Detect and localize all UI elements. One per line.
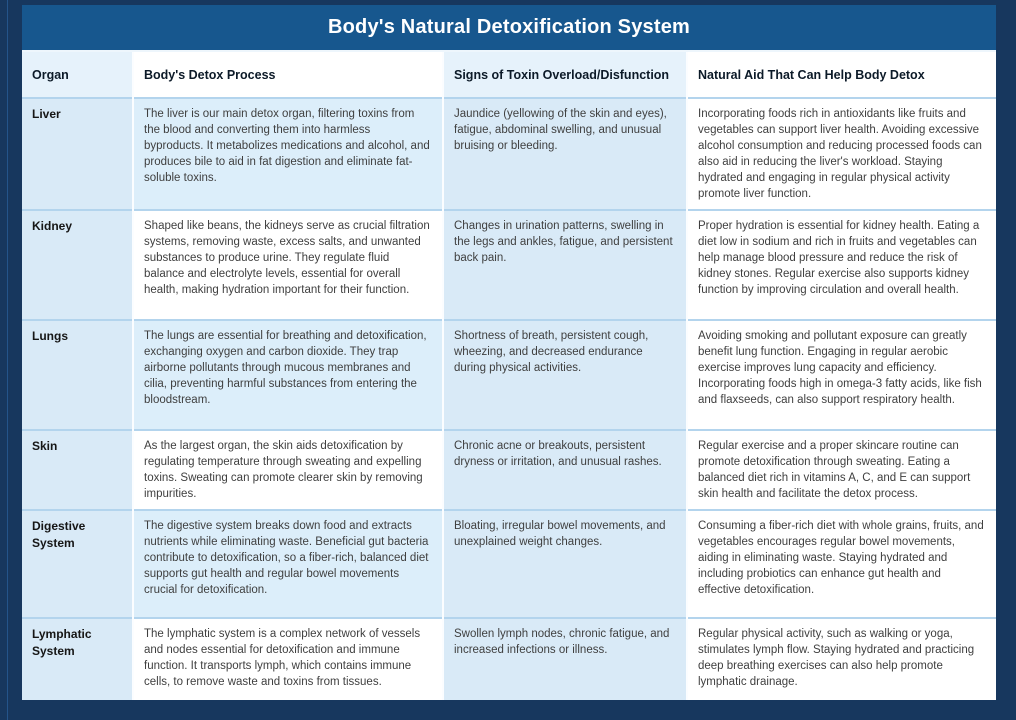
aid-cell: Incorporating foods rich in antioxidants like fruits and vegetables can support liver health. Avoiding excessive alcohol consumption and reducing processed foods can also aid in reducing the liver's workload. Staying hydrated and engaging in regular physical activity promote liver function. (687, 98, 996, 210)
aid-cell: Avoiding smoking and pollutant exposure can greatly benefit lung function. Engaging in regular aerobic exercise improves lung capacity and efficiency. Incorporating foods high in omega-3 fatty acids, like fish and flaxseeds, can also support respiratory health. (687, 320, 996, 430)
signs-cell: Changes in urination patterns, swelling in the legs and ankles, fatigue, and persistent back pain. (443, 210, 687, 320)
table-row-liver (22, 98, 996, 210)
table-row-lymphatic-system (22, 618, 996, 700)
signs-cell: Shortness of breath, persistent cough, wheezing, and decreased endurance during physical activities. (443, 320, 687, 430)
process-cell: The lungs are essential for breathing and detoxification, exchanging oxygen and carbon dioxide. They trap airborne pollutants through mucous membranes and cilia, preventing harmful substances from entering the bloodstream. (133, 320, 443, 430)
process-cell: The liver is our main detox organ, filtering toxins from the blood and converting them into harmless byproducts. It metabolizes medications and alcohol, and produces bile to aid in fat digestion and eliminate fat-soluble toxins. (133, 98, 443, 210)
aid-cell: Regular exercise and a proper skincare routine can promote detoxification through sweating. Eating a balanced diet rich in vitamins A, C, and E can support skin health and facilitate the detox process. (687, 430, 996, 510)
column-header-signs: Signs of Toxin Overload/Disfunction (443, 51, 687, 98)
organ-cell: Skin (22, 430, 133, 510)
column-header-process: Body's Detox Process (133, 51, 443, 98)
organ-cell: Kidney (22, 210, 133, 320)
organ-cell: Lungs (22, 320, 133, 430)
aid-cell: Regular physical activity, such as walking or yoga, stimulates lymph flow. Staying hydrated and practicing deep breathing exercises can also help promote lymphatic drainage. (687, 618, 996, 700)
organ-cell: Liver (22, 98, 133, 210)
column-header-aid: Natural Aid That Can Help Body Detox (687, 51, 996, 98)
process-cell: As the largest organ, the skin aids detoxification by regulating temperature through sweating and expelling toxins. Sweating can promote clearer skin by removing impurities. (133, 430, 443, 510)
table-row-skin (22, 430, 996, 510)
left-border-accent-line (7, 0, 8, 720)
organ-cell: Digestive System (22, 510, 133, 618)
process-cell: Shaped like beans, the kidneys serve as crucial filtration systems, removing waste, excess salts, and unwanted substances to produce urine. They regulate fluid balance and electrolyte levels, essential for overall health, making hydration important for their function. (133, 210, 443, 320)
table-row-digestive-system (22, 510, 996, 618)
signs-cell: Chronic acne or breakouts, persistent dryness or irritation, and unusual rashes. (443, 430, 687, 510)
organ-cell: Lymphatic System (22, 618, 133, 700)
detox-table-frame (22, 5, 996, 700)
aid-cell: Consuming a fiber-rich diet with whole grains, fruits, and vegetables encourages regular bowel movements, aiding in eliminating waste. Staying hydrated and including probiotics can enhance gut health and effective detoxification. (687, 510, 996, 618)
signs-cell: Jaundice (yellowing of the skin and eyes), fatigue, abdominal swelling, and unusual bruising or bleeding. (443, 98, 687, 210)
page-title: Body's Natural Detoxification System (22, 5, 996, 50)
process-cell: The digestive system breaks down food and extracts nutrients while eliminating waste. Beneficial gut bacteria contribute to detoxification, so a fiber-rich, balanced diet supports gut health and regular bowel movements crucial for detoxification. (133, 510, 443, 618)
table-row-lungs (22, 320, 996, 430)
table-row-kidney (22, 210, 996, 320)
process-cell: The lymphatic system is a complex network of vessels and nodes essential for detoxification and immune function. It transports lymph, which contains immune cells, to remove waste and toxins from tissues. (133, 618, 443, 700)
detox-table (22, 50, 996, 700)
signs-cell: Bloating, irregular bowel movements, and unexplained weight changes. (443, 510, 687, 618)
column-header-organ: Organ (22, 51, 133, 98)
table-header-row (22, 51, 996, 98)
aid-cell: Proper hydration is essential for kidney health. Eating a diet low in sodium and rich in fruits and vegetables can help manage blood pressure and reduce the risk of kidney stones. Regular exercise also supports kidney function by improving circulation and overall health. (687, 210, 996, 320)
signs-cell: Swollen lymph nodes, chronic fatigue, and increased infections or illness. (443, 618, 687, 700)
